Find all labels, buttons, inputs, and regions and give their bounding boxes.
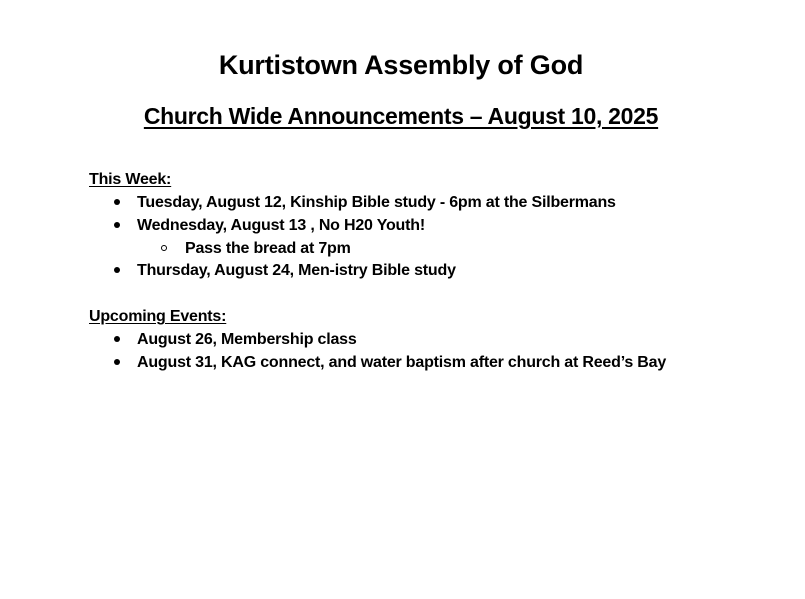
bullet-icon	[114, 336, 120, 342]
list-item: Wednesday, August 13 , No H20 Youth!	[137, 217, 425, 234]
section-heading-upcoming-events: Upcoming Events:	[89, 308, 227, 325]
hollow-bullet-icon	[161, 245, 167, 251]
section-heading-this-week: This Week:	[89, 171, 172, 188]
document-subtitle: Church Wide Announcements – August 10, 2025	[143, 103, 659, 129]
sub-list-item: Pass the bread at 7pm	[185, 240, 351, 257]
bullet-icon	[114, 199, 120, 205]
bullet-icon	[114, 222, 120, 228]
list-item: August 26, Membership class	[137, 331, 357, 348]
list-item: Tuesday, August 12, Kinship Bible study - 6pm at the Silbermans	[137, 194, 616, 211]
document-title: Kurtistown Assembly of God	[218, 50, 584, 80]
bullet-icon	[114, 359, 120, 365]
bullet-icon	[114, 267, 120, 273]
list-item: Thursday, August 24, Men-istry Bible study	[137, 262, 456, 279]
list-item: August 31, KAG connect, and water baptism after church at Reed’s Bay	[137, 354, 667, 371]
